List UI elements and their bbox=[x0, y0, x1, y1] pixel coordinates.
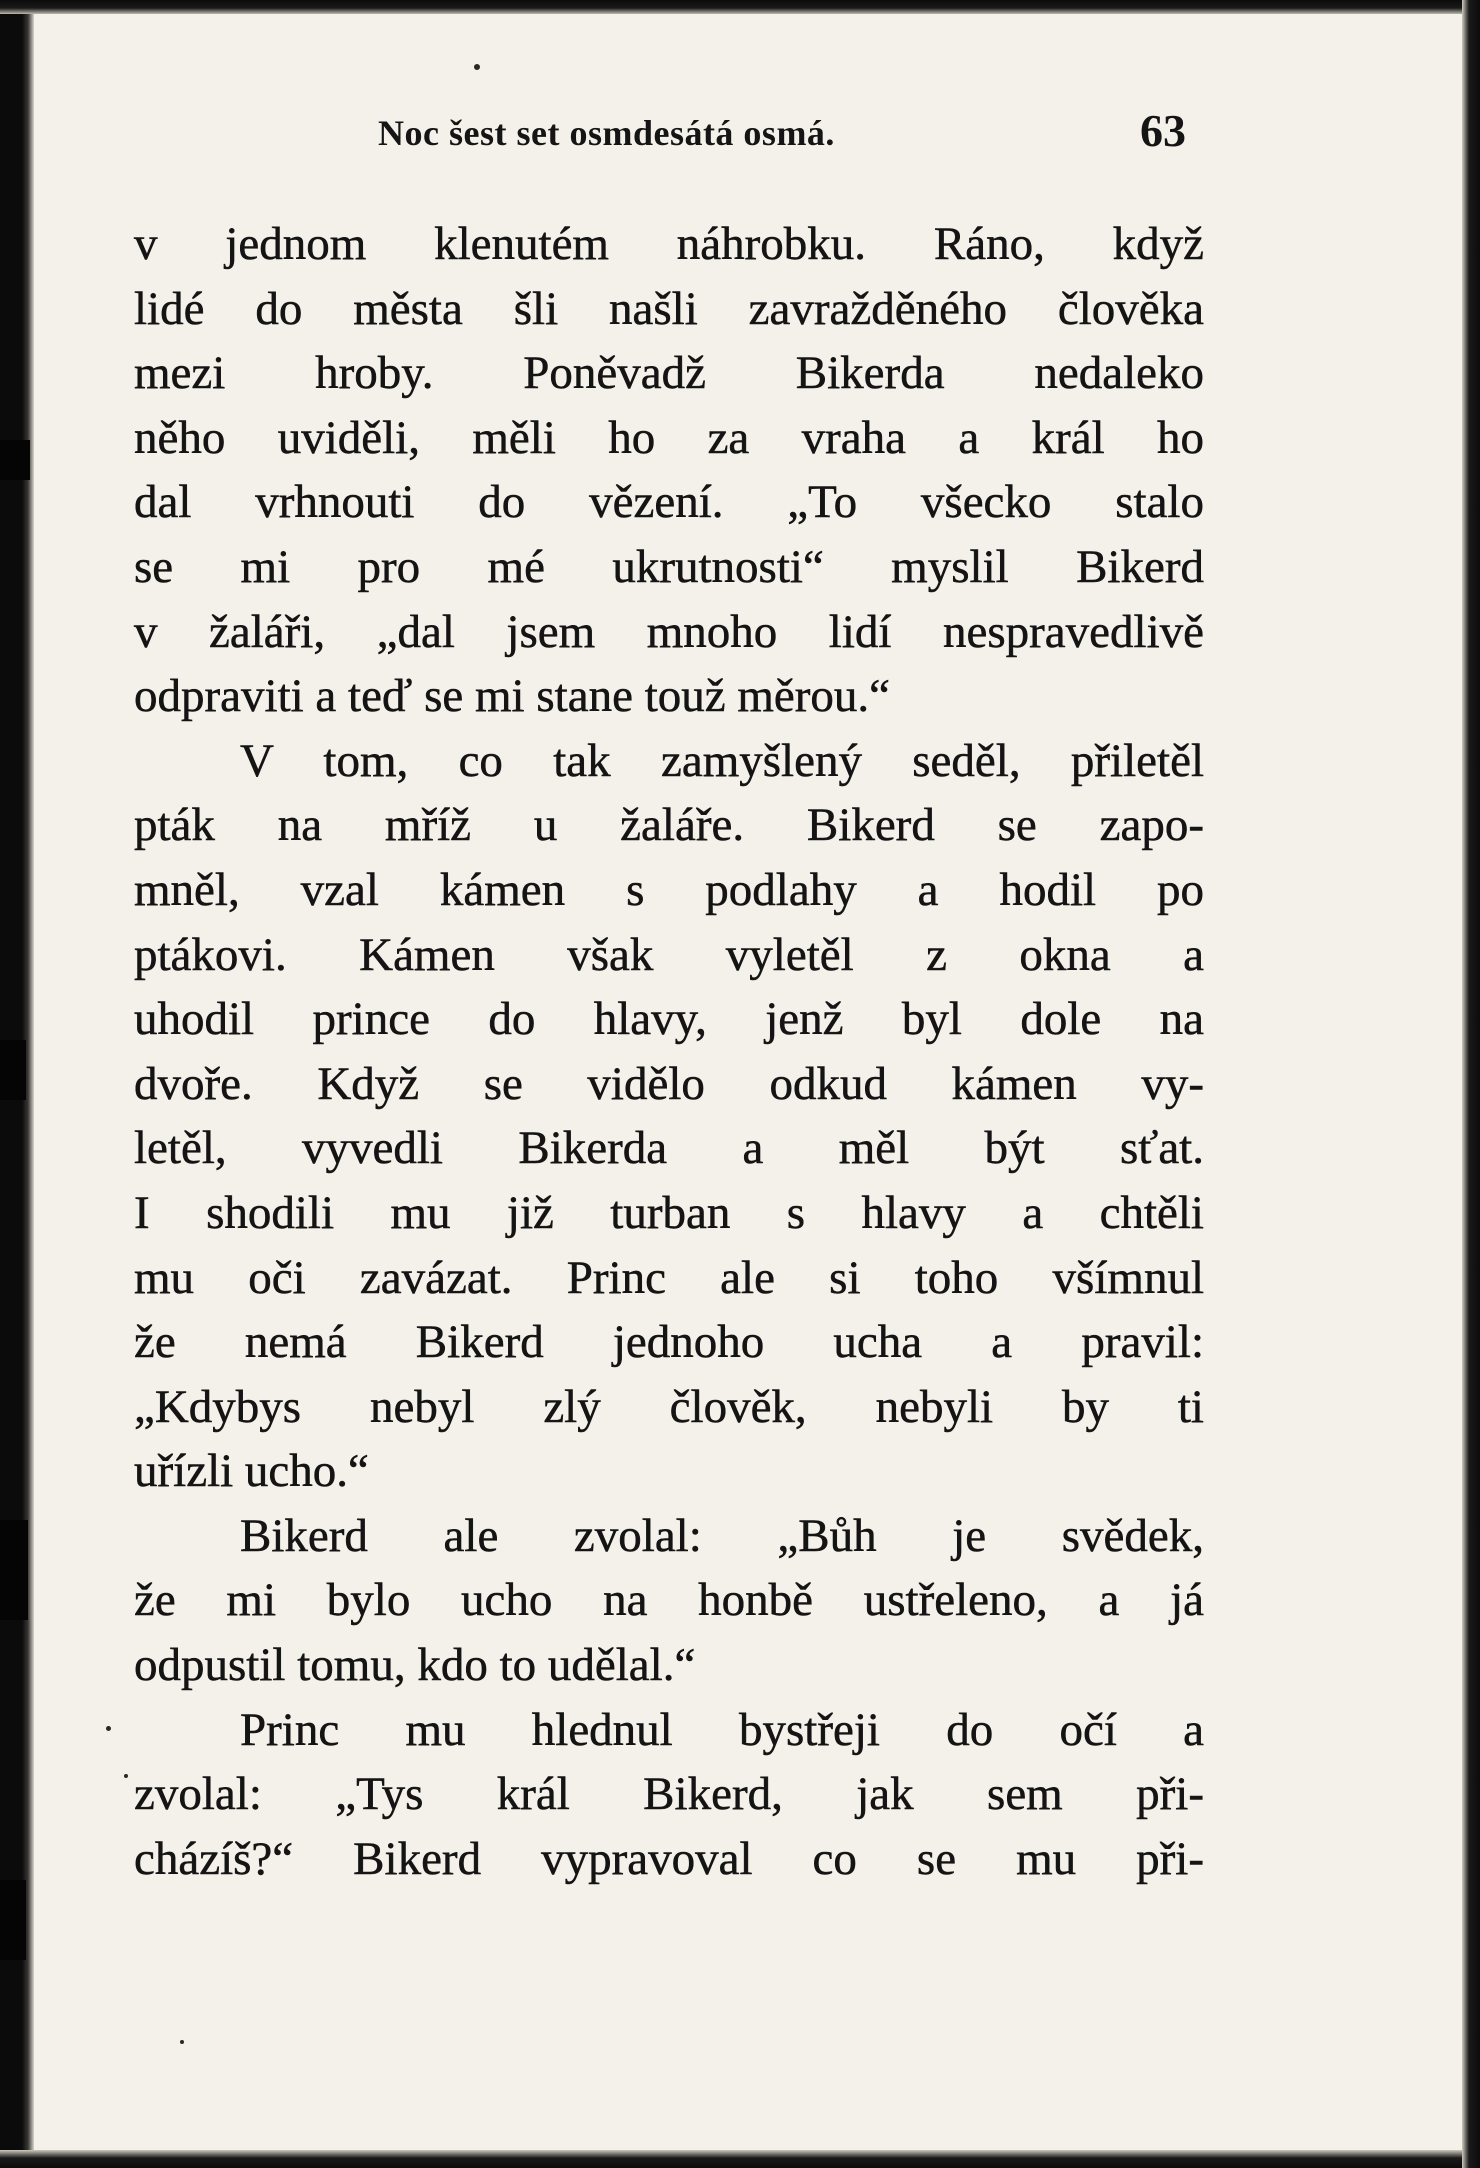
text-line: uřízli ucho.“ bbox=[134, 1445, 369, 1498]
text-line: se mi pro mé ukrutnosti“ myslil Bikerd bbox=[134, 540, 1204, 593]
binding-mark bbox=[0, 1520, 28, 1620]
binding-mark bbox=[0, 1040, 26, 1100]
paper-speck bbox=[474, 64, 480, 70]
text-line: odpraviti a teď se mi stane touž měrou.“ bbox=[134, 670, 891, 723]
text-line: „Kdybys nebyl zlý člověk, nebyli by ti bbox=[134, 1380, 1204, 1433]
text-line: Bikerd ale zvolal: „Bůh je svědek, bbox=[240, 1509, 1204, 1562]
text-line: V tom, co tak zamyšlený seděl, přiletěl bbox=[240, 734, 1204, 787]
text-line: ptákovi. Kámen však vyletěl z okna a bbox=[134, 928, 1204, 981]
text-line: v jednom klenutém náhrobku. Ráno, když bbox=[134, 218, 1204, 270]
text-line: lidé do města šli našli zavražděného člověka bbox=[134, 282, 1204, 335]
page-number: 63 bbox=[1140, 105, 1186, 156]
right-scan-border bbox=[1462, 0, 1480, 2168]
text-line: cházíš?“ Bikerd vypravoval co se mu při- bbox=[134, 1832, 1204, 1885]
body-text bbox=[134, 212, 1204, 1891]
text-line: dal vrhnouti do vězení. „To všecko stalo bbox=[134, 476, 1204, 529]
binding-mark bbox=[0, 1880, 26, 1960]
bottom-scan-border bbox=[0, 2150, 1480, 2168]
text-line: že nemá Bikerd jednoho ucha a pravil: bbox=[134, 1316, 1204, 1369]
paper-speck bbox=[180, 2040, 184, 2044]
top-scan-border bbox=[0, 0, 1480, 14]
text-line: v žaláři, „dal jsem mnoho lidí nespravedlivě bbox=[134, 605, 1204, 658]
text-line: dvoře. Když se vidělo odkud kámen vy- bbox=[134, 1057, 1204, 1110]
paper-speck bbox=[106, 1726, 111, 1731]
text-line: pták na mříž u žaláře. Bikerd se zapo- bbox=[134, 799, 1204, 852]
text-line: letěl, vyvedli Bikerda a měl být sťat. bbox=[134, 1122, 1204, 1175]
text-line: odpustil tomu, kdo to udělal.“ bbox=[134, 1639, 696, 1692]
binding-mark bbox=[0, 440, 30, 480]
text-line: I shodili mu již turban s hlavy a chtěli bbox=[134, 1186, 1204, 1239]
text-line: zvolal: „Tys král Bikerd, jak sem při- bbox=[134, 1768, 1204, 1821]
text-line: Princ mu hlednul bystřeji do očí a bbox=[240, 1703, 1204, 1756]
text-line: něho uviděli, měli ho za vraha a král ho bbox=[134, 411, 1204, 464]
text-line: mezi hroby. Poněvadž Bikerda nedaleko bbox=[134, 347, 1204, 400]
text-line: uhodil prince do hlavy, jenž byl dole na bbox=[134, 993, 1204, 1046]
paper-speck bbox=[124, 1774, 128, 1778]
text-line: mněl, vzal kámen s podlahy a hodil po bbox=[134, 863, 1204, 916]
text-line: mu oči zavázat. Princ ale si toho všímnul bbox=[134, 1251, 1204, 1304]
text-line: že mi bylo ucho na honbě ustřeleno, a já bbox=[134, 1574, 1204, 1627]
running-title: Noc šest set osmdesátá osmá. bbox=[378, 113, 835, 153]
